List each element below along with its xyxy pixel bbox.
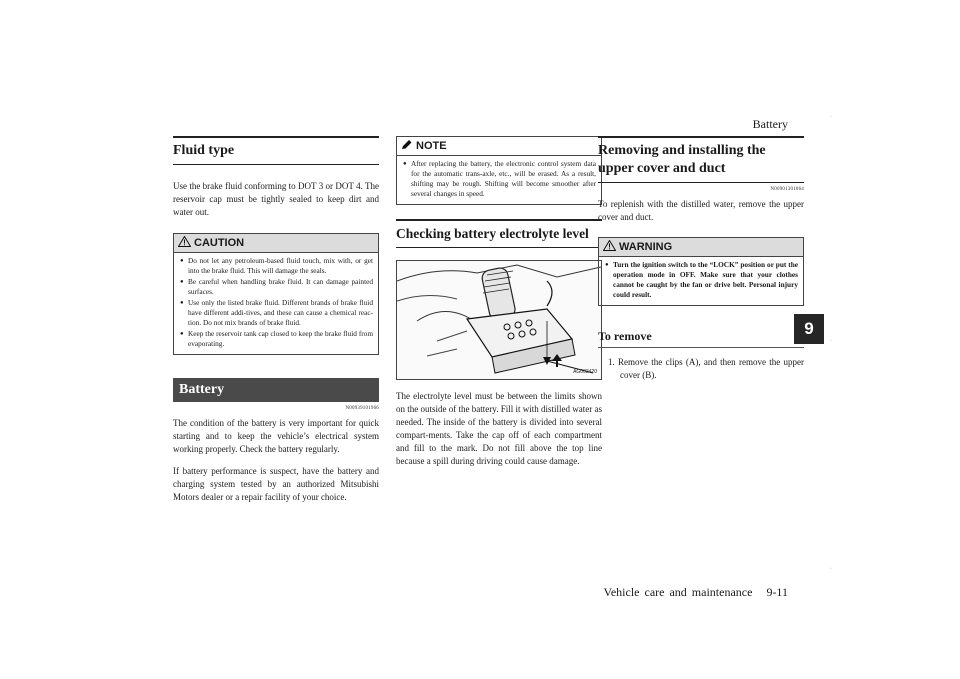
battery-illustration [397, 261, 601, 380]
figure-code: AG002420 [573, 369, 597, 375]
column-right [598, 136, 804, 382]
footer-section: Vehicle care and maintenance [603, 585, 753, 599]
column-middle [396, 136, 602, 468]
warning-box [598, 237, 804, 306]
warning-label: WARNING [619, 241, 673, 253]
column-left [173, 136, 379, 504]
caution-box [173, 233, 379, 355]
caution-item: ● Use only the listed brake fluid. Different brands of brake fluid have different addi-tives, and these can cause a chemical reac-tion. Do not mix brands of brake fluid. [180, 298, 373, 328]
cover-heading: Removing and installing the upper cover and duct [598, 136, 804, 183]
fluid-type-heading: Fluid type [173, 136, 379, 165]
running-title: Battery [752, 117, 788, 131]
note-label: NOTE [416, 140, 447, 152]
caution-item: ● Be careful when handling brake fluid. It can damage painted surfaces. [180, 277, 373, 297]
page-footer [604, 585, 788, 600]
electrolyte-text: The electrolyte level must be between the limits shown on the outside of the battery. Fill it with distilled water as needed. The inside of the battery is divided into several compart-ments. Take the cap off of each compartment and fill to the mark. Do not fill above the top line because a spill during driving could cause damage. [396, 391, 602, 466]
battery-text-2: If battery performance is suspect, have the battery and charging system tested by an authorized Mitsubishi Motors dealer or a repair facility of your choice. [173, 466, 379, 502]
electrolyte-heading: Checking battery electrolyte level [396, 219, 602, 248]
warning-title [599, 238, 803, 257]
note-box [396, 136, 602, 205]
battery-heading: Battery [173, 378, 379, 402]
remove-step-1: 1. Remove the clips (A), and then remove the upper cover (B). [608, 357, 804, 380]
cover-text: To replenish with the distilled water, remove the upper cover and duct. [598, 199, 804, 222]
cover-doc-code: N00901301064 [770, 187, 804, 192]
caution-item: ● Keep the reservoir tank cap closed to keep the brake fluid from evaporating. [180, 329, 373, 349]
caution-item: ● Do not let any petroleum-based fluid touch, mix with, or get into the brake fluid. This will damage the seals. [180, 256, 373, 276]
note-item: ● After replacing the battery, the electronic control system data for the automatic trans-axle, etc., will be erased. As a result, shifting may be rough. Shifting will become smoother after several changes in speed. [403, 159, 596, 199]
warning-icon [603, 240, 616, 254]
battery-text-1: The condition of the battery is very important for quick starting and to keep the vehicle’s electrical system working properly. Check the battery regularly. [173, 418, 379, 454]
note-title [397, 137, 601, 156]
battery-figure [396, 260, 602, 380]
caution-icon [178, 236, 191, 250]
battery-doc-code: N00939101966 [345, 406, 379, 411]
margin-tick: · [830, 566, 832, 572]
margin-tick: · [830, 114, 832, 120]
warning-item: ● Turn the ignition switch to the “LOCK” position or put the operation mode in OFF. Make sure that your clothes cannot be caught by the fan or drive belt. Personal injury could result. [605, 260, 798, 300]
fluid-type-text: Use the brake fluid conforming to DOT 3 or DOT 4. The reservoir cap must be tightly sealed to keep dirt and water out. [173, 181, 379, 217]
chapter-tab: 9 [794, 314, 824, 344]
pencil-icon [401, 139, 413, 153]
caution-title [174, 234, 378, 253]
page-number: 9-11 [766, 585, 788, 599]
margin-tick: · [830, 338, 832, 344]
to-remove-heading: To remove [598, 327, 804, 348]
caution-label: CAUTION [194, 237, 245, 249]
